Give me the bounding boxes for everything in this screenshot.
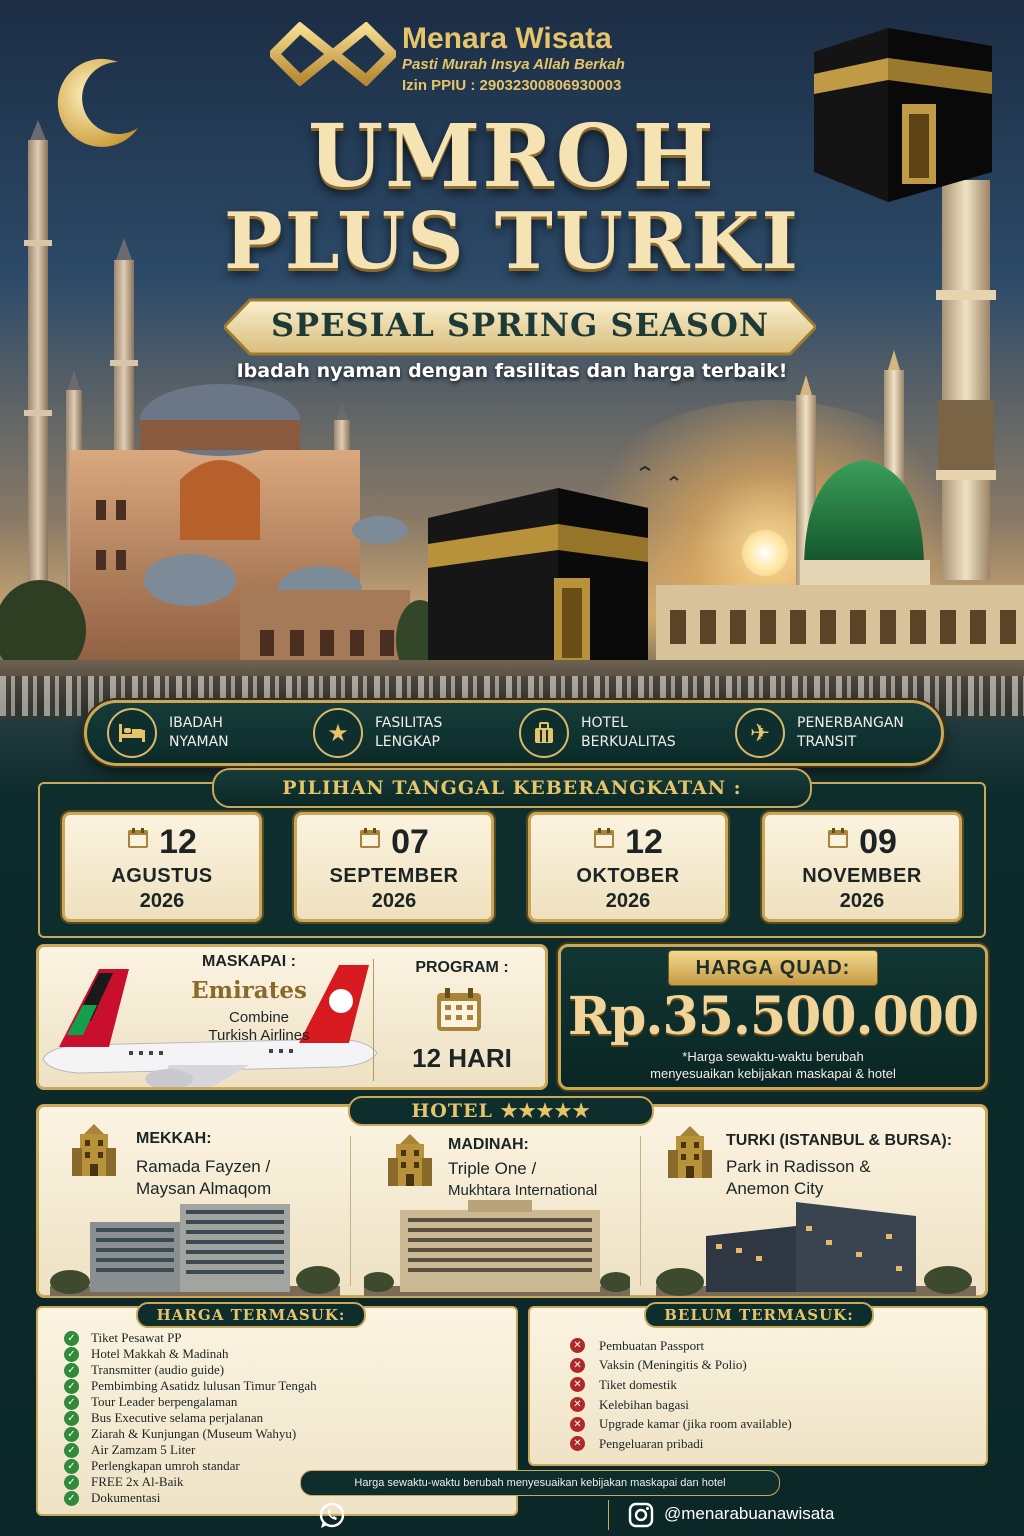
cross-icon: ✕ (570, 1358, 585, 1373)
list-item: ✓ Hotel Makkah & Madinah (64, 1346, 317, 1362)
airline-label: MASKAPAI : (202, 953, 296, 970)
list-item: ✓ Tour Leader berpengalaman (64, 1394, 317, 1410)
luggage-icon (519, 708, 569, 758)
brand-name: Menara Wisata (402, 22, 612, 55)
feature-label: PENERBANGAN TRANSIT (797, 715, 904, 750)
list-item: ✓ Air Zamzam 5 Liter (64, 1442, 317, 1458)
divider (373, 959, 374, 1081)
cross-icon: ✕ (570, 1377, 585, 1392)
hotel-building-icon (666, 1126, 714, 1180)
feature-label: HOTEL BERKUALITAS (581, 715, 676, 750)
departure-month: OKTOBER (576, 865, 680, 887)
check-icon: ✓ (64, 1395, 79, 1410)
instagram-handle-link[interactable]: @menarabuanawisata (664, 1504, 835, 1523)
check-icon: ✓ (64, 1443, 79, 1458)
list-item: ✕ Tiket domestik (570, 1375, 792, 1395)
instagram-icon[interactable] (628, 1502, 654, 1528)
footer-note (300, 1470, 780, 1496)
list-item: ✓ Dokumentasi (64, 1490, 317, 1506)
features-bar (84, 700, 944, 766)
departure-date-card (528, 812, 728, 922)
departure-date-card (62, 812, 262, 922)
divider (608, 1500, 609, 1530)
check-icon: ✓ (64, 1459, 79, 1474)
emirates-logo: Emirates (191, 977, 307, 1004)
check-icon: ✓ (64, 1475, 79, 1490)
departure-month: NOVEMBER (802, 865, 922, 887)
departure-year: 2026 (139, 890, 185, 912)
headline-line-2: PLUS TURKI (224, 196, 800, 287)
airplane-icon: ✈ (735, 708, 785, 758)
feature-fasilitas-lengkap (313, 707, 495, 759)
check-icon: ✓ (64, 1411, 79, 1426)
list-item: ✕ Kelebihan bagasi (570, 1395, 792, 1415)
hotel-name: Park in Radisson & Anemon City (726, 1157, 871, 1198)
departure-date-card (762, 812, 962, 922)
departure-month: SEPTEMBER (329, 865, 459, 887)
cross-icon: ✕ (570, 1417, 585, 1432)
brand-tagline: Pasti Murah Insya Allah Berkah (402, 56, 625, 73)
list-item: ✓ Pembimbing Asatidz lulusan Timur Tengah (64, 1378, 317, 1394)
hotel-building-icon (70, 1124, 118, 1178)
list-item: ✓ Ziarah & Kunjungan (Museum Wahyu) (64, 1426, 317, 1442)
hotel-name: Ramada Fayzen / Maysan Almaqom (136, 1157, 272, 1198)
check-icon: ✓ (64, 1331, 79, 1346)
turki-hotel-photo (656, 1196, 976, 1296)
departures-header (212, 768, 812, 808)
hotel-city: MADINAH: (448, 1136, 529, 1153)
program-duration: 12 HARI (412, 1043, 512, 1073)
price-note: *Harga sewaktu-waktu berubah menyesuaikan kebijakan maskapai & hotel (650, 1049, 896, 1081)
included-title: HARGA TERMASUK: (156, 1306, 346, 1324)
list-item: ✕ Pembuatan Passport (570, 1336, 792, 1356)
calendar-icon (827, 827, 849, 849)
included-list (64, 1330, 317, 1506)
price-label-ribbon (668, 950, 878, 986)
included-header (136, 1302, 366, 1328)
hotel-building-icon (386, 1134, 434, 1188)
departure-day: 09 (859, 823, 897, 861)
license-number: Izin PPIU : 29032300806930003 (402, 77, 622, 94)
list-item: ✓ FREE 2x Al-Baik (64, 1474, 317, 1490)
calendar-icon (127, 827, 149, 849)
bed-icon (107, 708, 157, 758)
check-icon: ✓ (64, 1491, 79, 1506)
list-item: ✕ Pengeluaran pribadi (570, 1434, 792, 1454)
hotel-name-secondary: Mukhtara International (448, 1182, 598, 1199)
departure-day: 12 (625, 823, 663, 861)
price-label: HARGA QUAD: (695, 957, 851, 979)
price-value: Rp.35.500.000 (567, 986, 979, 1047)
feature-ibadah-nyaman (107, 707, 289, 759)
list-item: ✕ Vaksin (Meningitis & Polio) (570, 1356, 792, 1376)
divider (350, 1136, 351, 1286)
footer-note-text: Harga sewaktu-waktu berubah menyesuaikan kebijakan maskapai dan hotel (354, 1477, 726, 1489)
calendar-icon (435, 987, 483, 1033)
departures-title: PILIHAN TANGGAL KEBERANGKATAN : (282, 777, 742, 799)
departure-month: AGUSTUS (111, 865, 213, 887)
madinah-hotel-photo (364, 1196, 630, 1296)
hotel-title: HOTEL ★★★★★ (411, 1100, 591, 1122)
departure-day: 07 (391, 823, 429, 861)
airline-program-panel (36, 944, 548, 1090)
list-item: ✓ Transmitter (audio guide) (64, 1362, 317, 1378)
departure-date-card (294, 812, 494, 922)
feature-label: IBADAH NYAMAN (169, 715, 229, 750)
list-item: ✓ Bus Executive selama perjalanan (64, 1410, 317, 1426)
check-icon: ✓ (64, 1363, 79, 1378)
departure-year: 2026 (839, 890, 885, 912)
departure-year: 2026 (605, 890, 651, 912)
departure-day: 12 (159, 823, 197, 861)
excluded-title: BELUM TERMASUK: (664, 1306, 854, 1324)
calendar-icon (359, 827, 381, 849)
list-item: ✕ Upgrade kamar (jika room available) (570, 1414, 792, 1434)
check-icon: ✓ (64, 1347, 79, 1362)
feature-label: FASILITAS LENGKAP (375, 715, 443, 750)
list-item: ✓ Tiket Pesawat PP (64, 1330, 317, 1346)
hotel-header (348, 1096, 654, 1126)
menara-logo-icon (270, 22, 396, 86)
calendar-icon (593, 827, 615, 849)
program-label: PROGRAM : (415, 959, 509, 976)
headline-line-1: UMROH (308, 106, 716, 207)
divider (640, 1136, 641, 1286)
season-title: SPESIAL SPRING SEASON (270, 306, 770, 344)
whatsapp-icon[interactable] (318, 1502, 346, 1530)
hotel-name: Triple One / (448, 1159, 537, 1178)
star-icon: ★ (313, 708, 363, 758)
hotel-city: TURKI (ISTANBUL & BURSA): (726, 1132, 953, 1149)
list-item: ✓ Perlengkapan umroh standar (64, 1458, 317, 1474)
headline-subtitle: Ibadah nyaman dengan fasilitas dan harga terbaik! (236, 360, 788, 382)
feature-penerbangan-transit (735, 707, 917, 759)
hotel-city: MEKKAH: (136, 1130, 212, 1147)
excluded-header (644, 1302, 874, 1328)
check-icon: ✓ (64, 1379, 79, 1394)
departure-year: 2026 (371, 890, 417, 912)
cross-icon: ✕ (570, 1436, 585, 1451)
cross-icon: ✕ (570, 1397, 585, 1412)
mekkah-hotel-photo (50, 1196, 340, 1296)
feature-hotel-berkualitas (519, 707, 701, 759)
check-icon: ✓ (64, 1427, 79, 1442)
cross-icon: ✕ (570, 1338, 585, 1353)
airline-combine: Combine Turkish Airlines (208, 1009, 310, 1044)
excluded-list (570, 1336, 792, 1454)
